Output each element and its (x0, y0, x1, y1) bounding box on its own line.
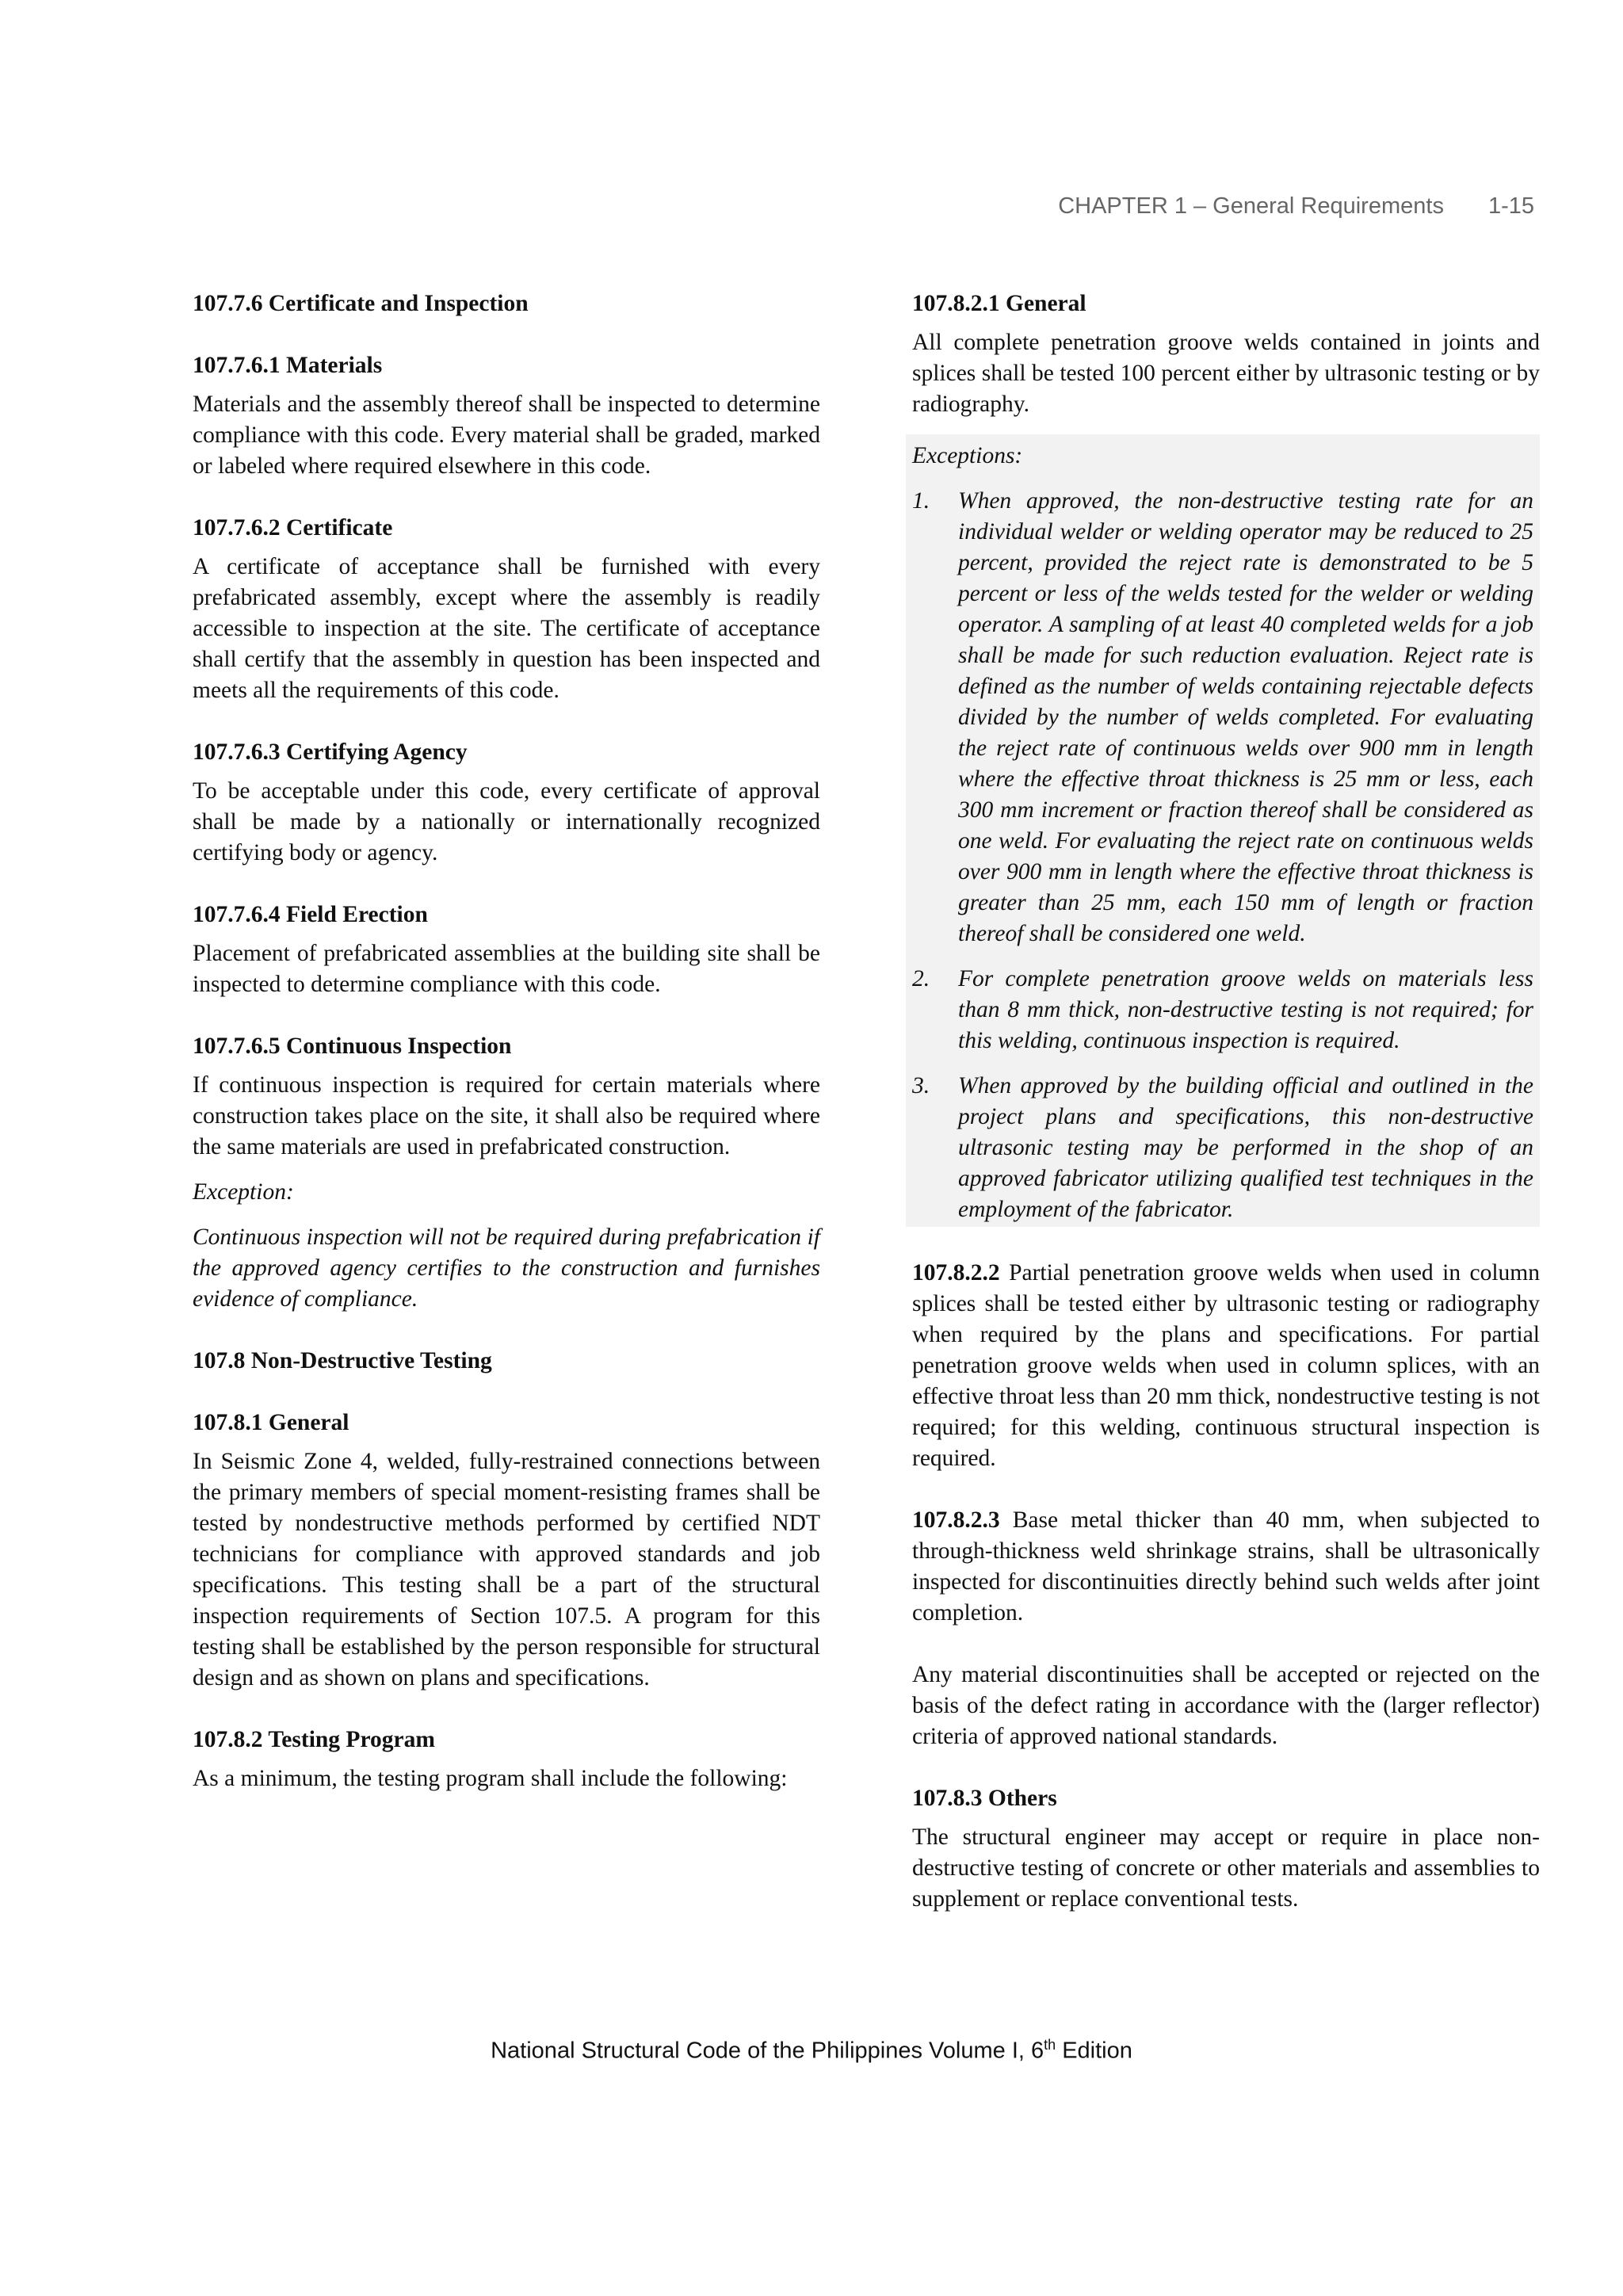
exception-label: Exception: (193, 1179, 294, 1205)
section-heading: 107.7.6.1 Materials (193, 353, 383, 378)
exception-text: When approved, the non-destructive testing rate for an individual welder or welding operator may be reduced to 25 percent, provided the reject rate is demonstrated to be 5 percent or less of the welds tested for the welder or welding operator. A sampling of at least 40 completed welds for a job shall be made for such reduction evaluation. Reject rate is defined as the number of welds containing rejectable defects divided by the number of welds completed. For evaluating the reject rate of continuous welds over 900 mm in length where the effective throat thickness is 25 mm or less, each 300 mm increment or fraction thereof shall be considered as one weld. For evaluating the reject rate on continuous welds over 900 mm in length where the effective throat thickness is greater than 25 mm, each 150 mm of length or fraction thereof shall be considered one weld. (958, 488, 1533, 946)
section-heading: 107.8.2 Testing Program (193, 1727, 435, 1752)
chapter-title: CHAPTER 1 – General Requirements (1058, 193, 1444, 219)
section-heading: 107.7.6.3 Certifying Agency (193, 739, 468, 765)
section-heading: 107.8.3 Others (912, 1786, 1057, 1811)
paragraph: Materials and the assembly thereof shall be inspected to determine compliance with this code. Every material shall be graded, marked or labeled where required elsewhere in this code. (193, 392, 820, 479)
inline-heading: 107.8.2.3 (912, 1507, 1000, 1533)
footer-text-end: Edition (1056, 2038, 1132, 2064)
footer-text: National Structural Code of the Philippines Volume I, 6 (491, 2038, 1044, 2064)
exception-item (912, 1071, 1533, 1227)
exceptions-list (912, 486, 1533, 1227)
paragraph: Any material discontinuities shall be accepted or rejected on the basis of the defect rating in accordance with the (larger reflector) criteria of approved national standards. (912, 1662, 1540, 1749)
page-header (0, 193, 1534, 220)
right-column (912, 288, 1540, 1946)
exceptions-label: Exceptions: (912, 443, 1023, 468)
section-heading: 107.8 Non-Destructive Testing (193, 1348, 492, 1373)
section-heading: 107.7.6.5 Continuous Inspection (193, 1033, 512, 1059)
exception-number: 1. (912, 488, 930, 514)
page-footer (0, 2037, 1623, 2065)
paragraph (912, 1258, 1540, 1474)
exception-text: Continuous inspection will not be required during prefabrication if the approved agency certifies to the construction and furnishes evidence of compliance. (193, 1224, 820, 1312)
paragraph-text: Base metal thicker than 40 mm, when subjected to through-thickness weld shrinkage strains, shall be ultrasonically inspected for discontinuities directly behind such welds after joint completion. (912, 1507, 1540, 1626)
paragraph: As a minimum, the testing program shall include the following: (193, 1766, 788, 1791)
paragraph: In Seismic Zone 4, welded, fully-restrained connections between the primary members of special moment-resisting frames shall be tested by nondestructive methods performed by certified NDT technicians for compliance with approved standards and job specifications. This testing shall be a part of the structural inspection requirements of Section 107.5. A program for this testing shall be established by the person responsible for structural design and as shown on plans and specifications. (193, 1449, 820, 1690)
exception-text: For complete penetration groove welds on materials less than 8 mm thick, non-destructive testing is not required; for this welding, continuous inspection is required. (958, 966, 1533, 1053)
section-heading: 107.8.2.1 General (912, 291, 1086, 316)
section-heading: 107.8.1 General (193, 1410, 349, 1435)
paragraph: To be acceptable under this code, every certificate of approval shall be made by a nationally or internationally recognized certifying body or agency. (193, 778, 820, 865)
page-number: 1-15 (1487, 193, 1534, 219)
section-heading: 107.7.6.4 Field Erection (193, 902, 428, 927)
paragraph: Placement of prefabricated assemblies at the building site shall be inspected to determine compliance with this code. (193, 941, 820, 997)
exception-number: 3. (912, 1073, 930, 1098)
exception-item (912, 964, 1533, 1056)
paragraph: A certificate of acceptance shall be furnished with every prefabricated assembly, except where the assembly is readily accessible to inspection at the site. The certificate of acceptance shall certify that the assembly in question has been inspected and meets all the requirements of this code. (193, 554, 820, 703)
exceptions-box (906, 434, 1540, 1227)
paragraph: The structural engineer may accept or require in place non-destructive testing of concrete or other materials and assemblies to supplement or replace conventional tests. (912, 1824, 1540, 1912)
exception-number: 2. (912, 966, 930, 991)
section-heading: 107.7.6.2 Certificate (193, 515, 393, 541)
paragraph: All complete penetration groove welds contained in joints and splices shall be tested 100 percent either by ultrasonic testing or by radiography. (912, 330, 1540, 417)
exception-text: When approved by the building official and outlined in the project plans and specifications, this non-destructive ultrasonic testing may be performed in the shop of an approved fabricator utilizing qualified test techniques in the employment of the fabricator. (958, 1073, 1533, 1222)
paragraph (912, 1505, 1540, 1629)
footer-superscript: th (1044, 2037, 1056, 2053)
paragraph-text: Partial penetration groove welds when used in column splices shall be tested either by ultrasonic testing or radiography when required by the plans and specifications. For partial penetration groove welds when used in column splices, with an effective throat less than 20 mm thick, nondestructive testing is not required; for this welding, continuous structural inspection is required. (912, 1260, 1540, 1471)
section-heading: 107.7.6 Certificate and Inspection (193, 291, 529, 316)
paragraph: If continuous inspection is required for certain materials where construction takes place on the site, it shall also be required where the same materials are used in prefabricated construction. (193, 1072, 820, 1159)
inline-heading: 107.8.2.2 (912, 1260, 1000, 1286)
exception-item (912, 486, 1533, 949)
left-column (193, 288, 820, 1825)
